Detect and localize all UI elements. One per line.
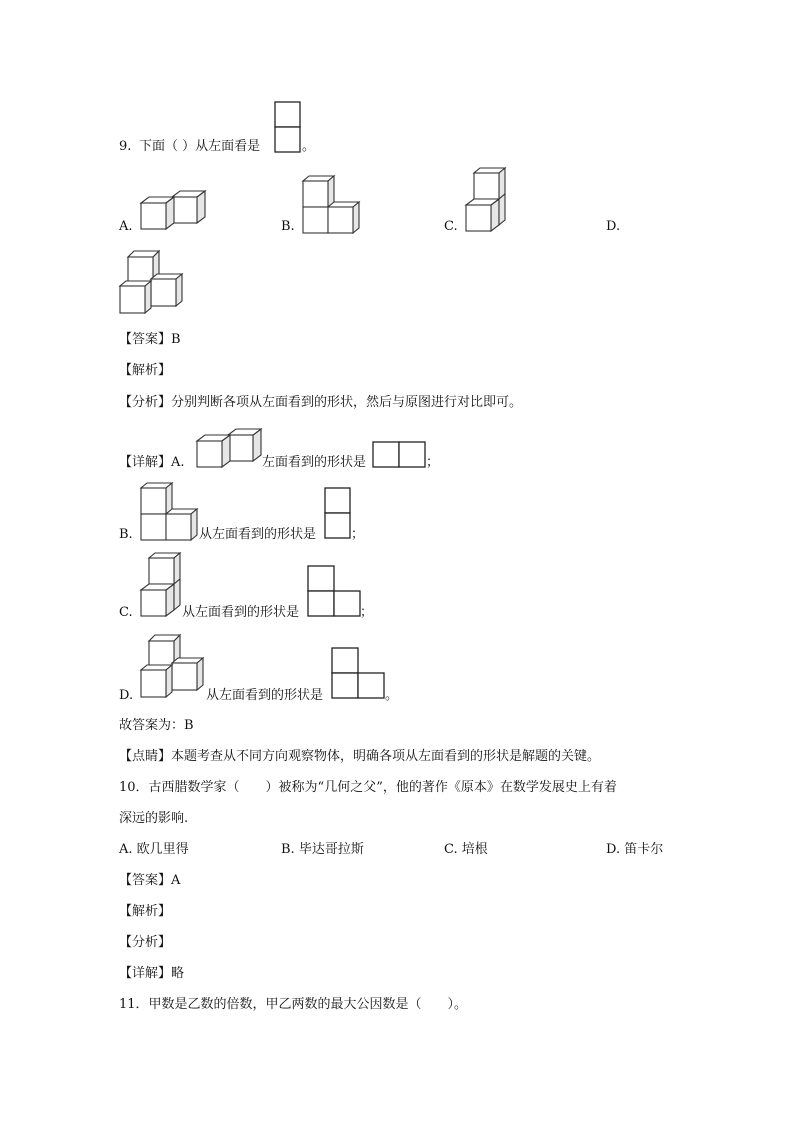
q10-fenxi: 【分析】 (119, 935, 172, 950)
q9-option-d-figure (118, 249, 188, 317)
q9-stem-end: 。 (302, 139, 316, 154)
q9-detail-d-view (331, 647, 387, 701)
q9-detail-c-figure (139, 551, 185, 621)
q9-option-b-label: B. (281, 219, 295, 234)
q11-stem: 11．甲数是乙数的倍数，甲乙两数的最大公因数是（ ）。 (119, 997, 468, 1012)
q9-detail-c-view (307, 565, 363, 619)
q9-option-c-figure (464, 166, 510, 236)
q9-detail-d-label: D. (119, 688, 134, 703)
q9-number: 9. (119, 139, 132, 154)
q9-fenxi: 【分析】分别判断各项从左面看到的形状，然后与原图进行对比即可。 (119, 395, 523, 410)
q9-detail-c-text: 从左面看到的形状是 (182, 605, 300, 620)
q9-target-shape-figure (274, 101, 302, 155)
q9-detail-d-end: 。 (385, 688, 399, 703)
q10-detail: 【详解】略 (119, 966, 185, 981)
q9-detail-head: 【详解】A. (119, 455, 185, 470)
q9-detail-b-figure (139, 481, 201, 543)
q10-option-a: A. 欧几里得 (119, 842, 189, 857)
q10-stem-line1: 10．古西腊数学家（ ）被称为“几何之父”，他的著作《原本》在数学发展史上有着 (119, 780, 617, 795)
q10-option-b: B. 毕达哥拉斯 (281, 842, 364, 857)
q9-option-c-label: C. (444, 219, 458, 234)
q9-jiexi: 【解析】 (119, 363, 172, 378)
q9-detail-d-text: 从左面看到的形状是 (206, 688, 324, 703)
q9-dianjing: 【点睛】本题考查从不同方向观察物体，明确各项从左面看到的形状是解题的关键。 (119, 749, 601, 764)
q9-detail-c-label: C. (119, 605, 133, 620)
q10-option-d: D. 笛卡尔 (606, 842, 664, 857)
q10-option-c: C. 培根 (444, 842, 488, 857)
q10-answer: 【答案】A (119, 873, 181, 888)
q9-detail-a-figure (195, 427, 265, 471)
q9-detail-a-text: 左面看到的形状是 (262, 455, 367, 470)
q9-detail-b-text: 从左面看到的形状是 (199, 527, 317, 542)
q9-detail-a-end: ； (426, 455, 440, 470)
q9-answer: 【答案】B (119, 332, 181, 347)
q9-detail-c-end: ； (360, 605, 374, 620)
q10-stem-line2: 深远的影响. (119, 811, 189, 826)
q9-stem: 下面（ ）从左面看是 (139, 139, 261, 154)
q9-conclusion: 故答案为：B (119, 718, 194, 733)
q9-detail-a-view (372, 441, 428, 469)
q9-detail-b-view (324, 487, 352, 541)
q9-option-a-label: A. (119, 219, 133, 234)
q10-jiexi: 【解析】 (119, 904, 172, 919)
q9-detail-b-end: ； (351, 527, 365, 542)
q9-option-d-label: D. (606, 219, 621, 234)
q9-option-b-figure (301, 174, 363, 236)
q9-detail-b-label: B. (119, 527, 133, 542)
q9-option-a-figure (139, 189, 209, 234)
q9-detail-d-figure (139, 633, 209, 701)
